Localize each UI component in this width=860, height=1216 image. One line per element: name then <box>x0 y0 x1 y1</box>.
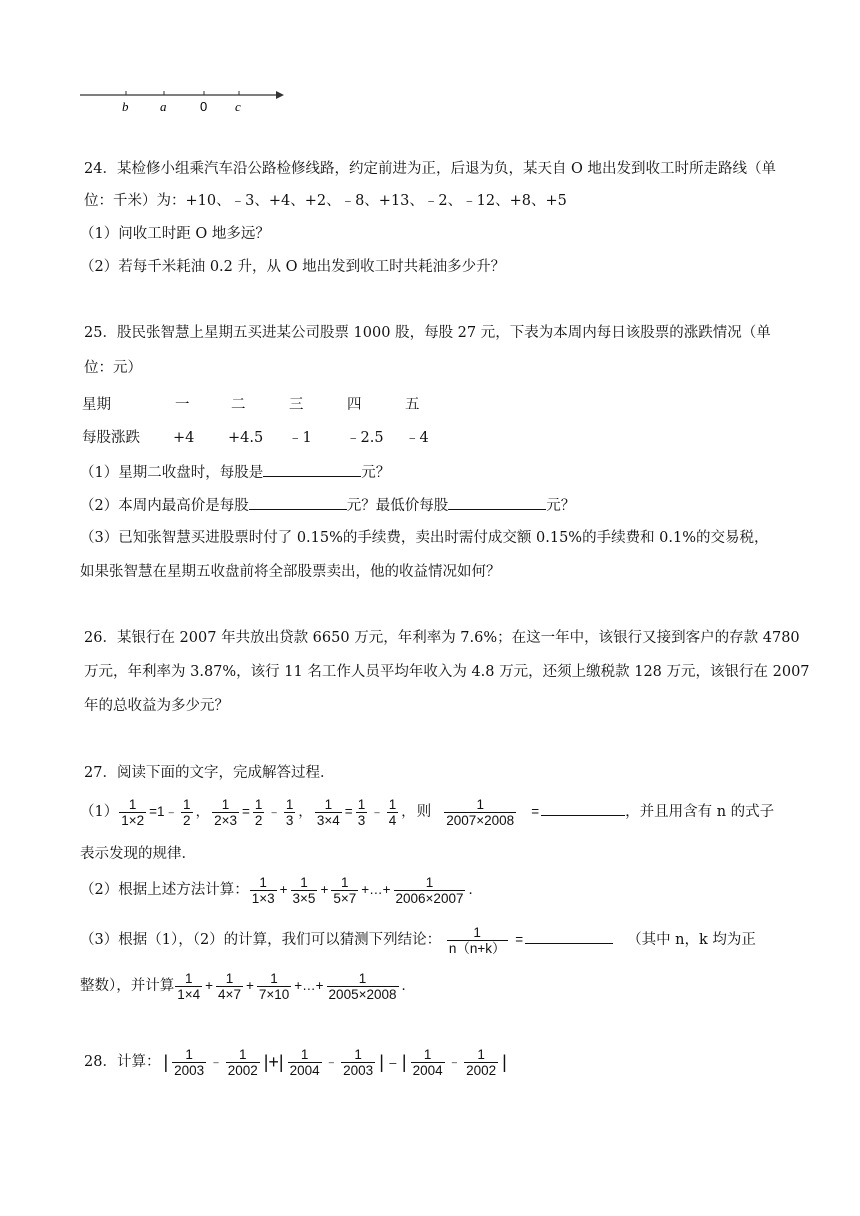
q24-line2: 位：千米）为：+10、﹣3、+4、+2、﹣8、+13、﹣2、﹣12、+8、+5 <box>84 193 567 209</box>
number-line-label-a: a <box>160 99 167 114</box>
answer-blank <box>263 461 361 477</box>
fraction: $\frac{1}{2\times 3}$ <box>214 796 237 828</box>
q25-part3-line1: （3）已知张智慧买进股票时付了 0.15%的手续费，卖出时需付成交额 0.15%的手续费和 0.1%的交易税， <box>80 530 769 546</box>
fraction: $\frac{1}{3\times 4}$ <box>316 796 340 828</box>
q26-line3: 年的总收益为多少元？ <box>84 698 229 714</box>
fraction: $\frac{1}{3}$ <box>357 796 366 828</box>
answer-blank <box>249 494 347 510</box>
q24-part1: （1）问收工时距 O 地多远？ <box>80 226 270 242</box>
fraction: $\frac{1}{3}$ <box>285 796 294 828</box>
q26-line1: 26．某银行在 2007 年共放出贷款 6650 万元，年利率为 7.6%；在这一年中，该银行又接到客户的存款 4780 <box>84 630 800 646</box>
answer-blank <box>448 494 546 510</box>
fraction: $\frac{1}{2002}$ <box>466 1046 497 1078</box>
table-change: +4 <box>173 430 195 446</box>
q25-line1: 25．股民张智慧上星期五买进某公司股票 1000 股，每股 27 元，下表为本周内每日该股票的涨跌情况（单 <box>84 325 771 341</box>
fraction: $\frac{1}{5\times 7}$ <box>333 874 357 906</box>
fraction: $\frac{1}{2004}$ <box>289 1046 320 1078</box>
answer-blank <box>525 928 613 944</box>
table-change: ﹣1 <box>288 430 312 446</box>
table-change: +4.5 <box>228 430 264 446</box>
answer-blank <box>541 800 625 816</box>
fraction: $\frac{1}{1\times 3}$ <box>251 874 275 906</box>
q24-line1: 24．某检修小组乘汽车沿公路检修线路，约定前进为正，后退为负，某天自 O 地出发到收工时所走路线（单 <box>84 161 777 177</box>
fraction: $\frac{1}{2007\times 2008}$ <box>446 796 515 828</box>
fraction: $\frac{1}{4}$ <box>388 796 397 828</box>
table-day: 五 <box>405 397 420 413</box>
q27-part1: （1） $\frac{1}{1\times 2}$ =1﹣ $\frac{1}{2}$ ， $\frac{1}{2\times 3}$ = $\frac{1}{2}$ ﹣ $\frac{1}{3}$ ， $\frac{1}{3\times 4}$ = $\frac{1}{3}$ ﹣ $\frac{1}{4}$ ， 则 $\frac{1}{2007\times 2008}$ = ，并且用含有 n 的式子 <box>80 796 775 828</box>
fraction: $\frac{1}{7\times 10}$ <box>258 970 290 1002</box>
q27-part2: （2）根据上述方法计算： $\frac{1}{1\times 3}$ + $\frac{1}{3\times 5}$ + $\frac{1}{5\times 7}$ +…+ $\frac{1}{2006\times 2007}$ ． <box>80 874 482 906</box>
number-line-label-b: b <box>122 99 129 114</box>
fraction: $\frac{1}{2006\times 2007}$ <box>395 874 464 906</box>
table-day: 三 <box>289 397 304 413</box>
table-day: 一 <box>175 397 190 413</box>
fraction: $\frac{1}{n(n+k)}$ <box>448 924 506 956</box>
fraction: $\frac{1}{4\times 7}$ <box>218 970 241 1002</box>
number-line-label-c: c <box>235 99 241 114</box>
fraction: $\frac{1}{2003}$ <box>174 1046 205 1078</box>
q25-part1: （1）星期二收盘时，每股是 元？ <box>80 461 390 483</box>
fraction: $\frac{1}{1\times 4}$ <box>177 970 201 1002</box>
table-header-label: 星期 <box>82 397 111 413</box>
fraction: $\frac{1}{2005\times 2008}$ <box>328 970 397 1002</box>
fraction: $\frac{1}{2002}$ <box>227 1046 258 1078</box>
q25-part3-line2: 如果张智慧在星期五收盘前将全部股票卖出，他的收益情况如何？ <box>80 564 501 580</box>
q27-part1-line2: 表示发现的规律． <box>80 846 196 862</box>
fraction: $\frac{1}{2004}$ <box>412 1046 443 1078</box>
table-day: 四 <box>347 397 362 413</box>
q27-part3-line2: 整数），并计算 $\frac{1}{1\times 4}$ + $\frac{1}{4\times 7}$ + $\frac{1}{7\times 10}$ +…+ $\frac{1}{2005\times 2008}$ ． <box>80 970 415 1002</box>
table-day: 二 <box>231 397 246 413</box>
fraction: $\frac{1}{2}$ <box>183 796 191 828</box>
q27-intro: 27．阅读下面的文字，完成解答过程． <box>84 765 335 781</box>
q25-line2: 位：元） <box>84 360 142 376</box>
fraction: $\frac{1}{2}$ <box>254 796 263 828</box>
fraction: $\frac{1}{3\times 5}$ <box>292 874 316 906</box>
q28: 28．计算： | $\frac{1}{2003}$ ﹣ $\frac{1}{2002}$ |+| $\frac{1}{2004}$ ﹣ $\frac{1}{2003}$ |﹣| $\frac{1}{2004}$ ﹣ $\frac{1}{2002}$ | <box>84 1046 507 1078</box>
table-change: ﹣2.5 <box>346 430 384 446</box>
q24-part2: （2）若每千米耗油 0.2 升，从 O 地出发到收工时共耗油多少升？ <box>80 259 506 275</box>
fraction: $\frac{1}{2003}$ <box>343 1046 374 1078</box>
fraction: $\frac{1}{1\times 2}$ <box>121 796 145 828</box>
table-row-label: 每股涨跌 <box>82 430 140 446</box>
number-line <box>80 86 290 116</box>
q26-line2: 万元，年利率为 3.87%，该行 11 名工作人员平均年收入为 4.8 万元，还须上缴税款 128 万元，该银行在 2007 <box>84 664 810 680</box>
number-line-label-0: 0 <box>200 99 208 114</box>
q25-part2: （2）本周内最高价是每股 元？最低价每股 元？ <box>80 494 575 516</box>
q27-part3: （3）根据（1），（2）的计算，我们可以猜测下列结论： $\frac{1}{n(n+k)}$ = （其中 n，k 均为正 <box>80 924 756 956</box>
table-change: ﹣4 <box>405 430 429 446</box>
